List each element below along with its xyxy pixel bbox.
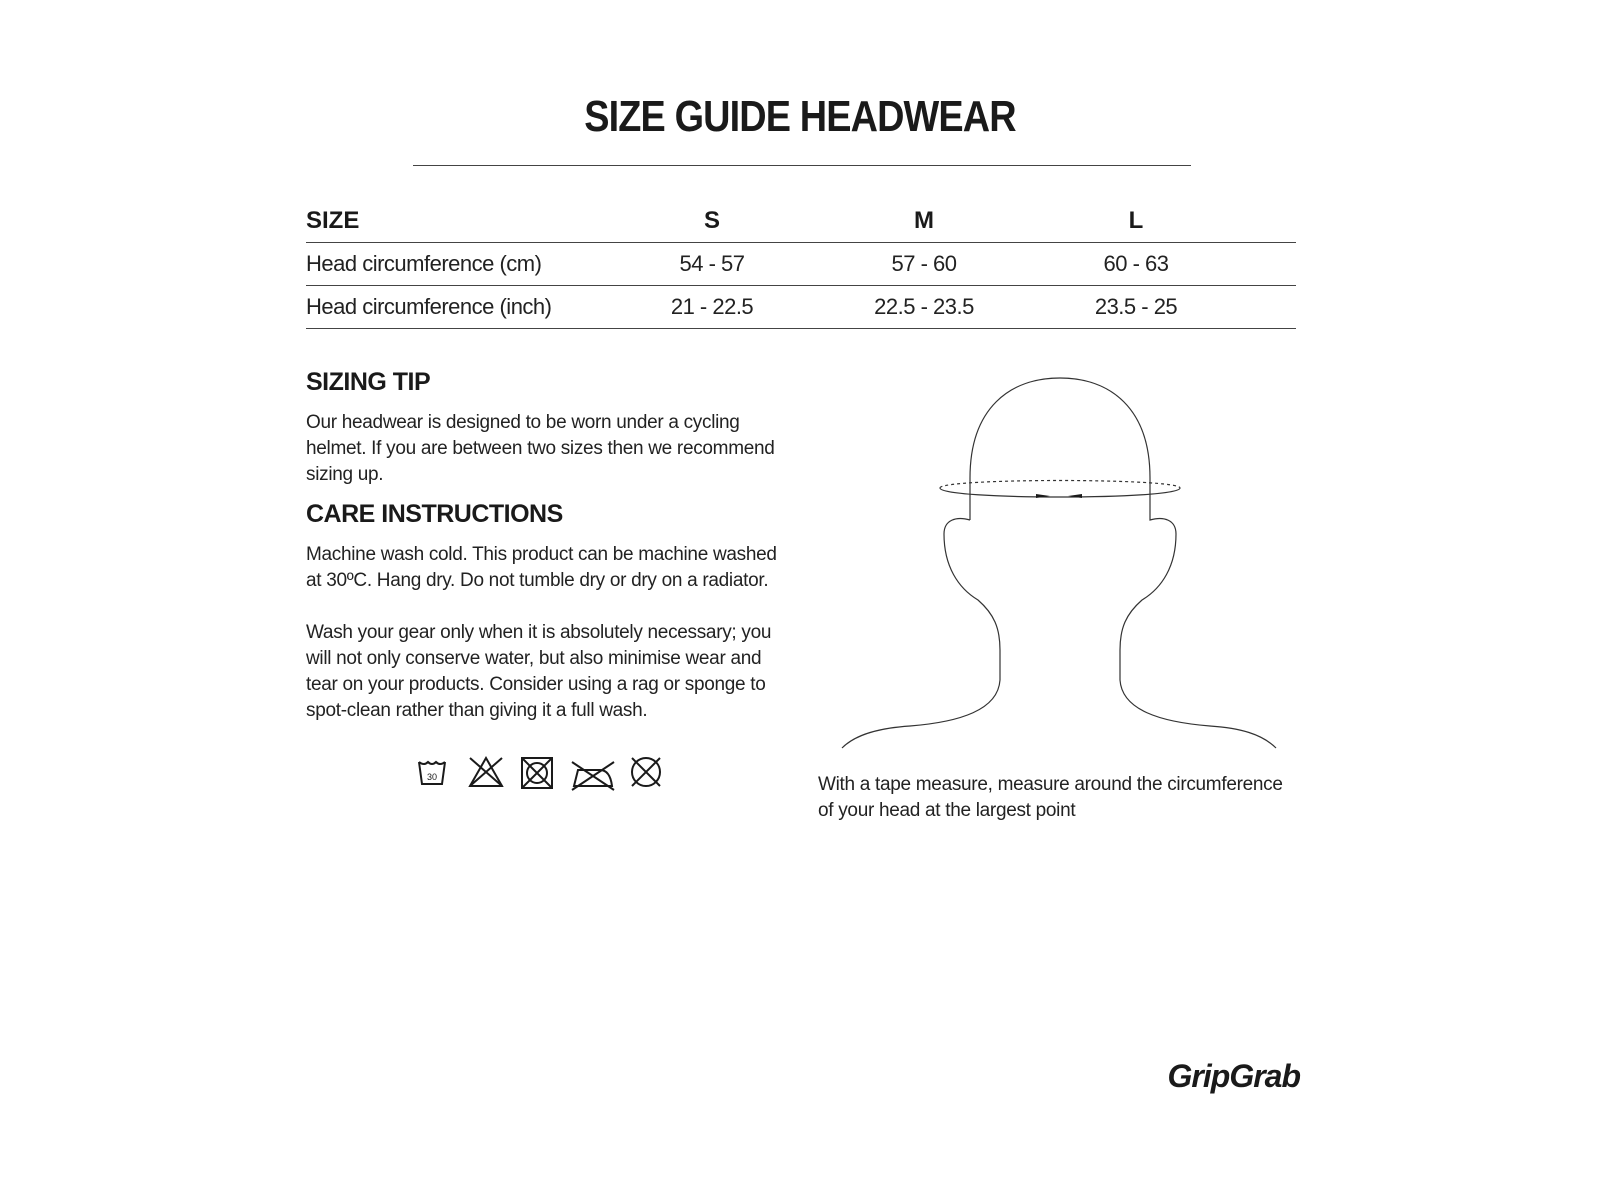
wash-30-icon bbox=[419, 762, 445, 784]
care-paragraph-1: Machine wash cold. This product can be machine washed at 30ºC. Hang dry. Do not tumble dry or dry on a radiator. bbox=[306, 544, 777, 591]
table-row bbox=[306, 286, 1296, 329]
measure-caption: With a tape measure, measure around the circumference of your head at the largest point bbox=[818, 774, 1283, 821]
page-title: SIZE GUIDE HEADWEAR bbox=[584, 92, 1016, 141]
head-measure-illustration bbox=[830, 370, 1290, 760]
table-header-row bbox=[306, 200, 1296, 243]
care-paragraph-2: Wash your gear only when it is absolutely necessary; you will not only conserve water, but also minimise wear and tear on your products. Consider using a rag or sponge to spot-clean rather than giving it a full wash. bbox=[306, 622, 772, 721]
do-not-dry-clean-icon bbox=[632, 758, 660, 786]
header-l: L bbox=[1030, 200, 1242, 243]
sizing-tip-text: Our headwear is designed to be worn under a cycling helmet. If you are between two sizes then we recommend sizing up. bbox=[306, 412, 775, 485]
header-s: S bbox=[606, 200, 818, 243]
table-cell: 23.5 - 25 bbox=[1030, 286, 1242, 329]
table-cell: 54 - 57 bbox=[606, 243, 818, 286]
do-not-iron-icon bbox=[572, 762, 614, 790]
header-size: SIZE bbox=[306, 200, 606, 243]
care-instructions-heading: CARE INSTRUCTIONS bbox=[306, 500, 563, 528]
tape-measure-front bbox=[940, 488, 1180, 497]
table-cell: 60 - 63 bbox=[1030, 243, 1242, 286]
row-label: Head circumference (inch) bbox=[306, 286, 606, 329]
size-table bbox=[306, 200, 1296, 329]
tape-measure-back bbox=[940, 481, 1180, 489]
table-cell: 21 - 22.5 bbox=[606, 286, 818, 329]
row-label: Head circumference (cm) bbox=[306, 243, 606, 286]
brand-logo: GripGrab bbox=[1167, 1058, 1300, 1094]
header-m: M bbox=[818, 200, 1030, 243]
head-outline bbox=[842, 378, 1276, 748]
title-divider bbox=[413, 165, 1191, 166]
table-cell: 22.5 - 23.5 bbox=[818, 286, 1030, 329]
svg-text:30: 30 bbox=[426, 772, 438, 782]
table-cell: 57 - 60 bbox=[818, 243, 1030, 286]
care-icons bbox=[416, 752, 676, 796]
do-not-bleach-icon bbox=[470, 758, 502, 786]
table-row bbox=[306, 243, 1296, 286]
sizing-tip-heading: SIZING TIP bbox=[306, 368, 431, 396]
do-not-tumble-dry-icon bbox=[522, 758, 552, 788]
